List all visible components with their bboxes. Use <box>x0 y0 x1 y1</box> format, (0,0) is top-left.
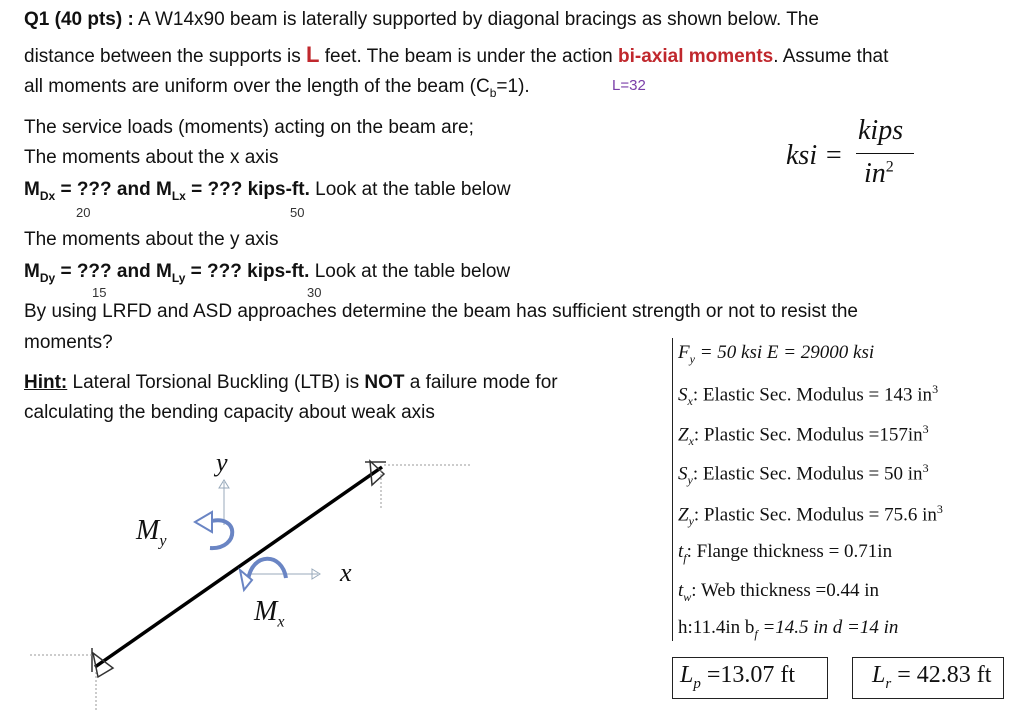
hint-line-2: calculating the bending capacity about weak axis <box>24 402 435 423</box>
ksi-denominator: $in^2$ <box>864 158 894 189</box>
lr-value: $L_r = 42.83$ ft <box>872 662 992 692</box>
question-line-1 <box>24 9 819 31</box>
hint-not: NOT <box>364 372 405 393</box>
mdx-label: M <box>24 179 40 200</box>
question-text-2c: . Assume that <box>773 46 889 67</box>
prop-fy: $F_y = 50$ ksi E = 29000 ksi <box>678 342 875 366</box>
x-axis-text: The moments about the x axis <box>24 147 279 168</box>
ksi-lhs: ksi = <box>786 140 843 171</box>
x-moments-line <box>24 179 511 207</box>
mdx-sub: Dx <box>39 188 56 203</box>
hint-line-1 <box>24 372 558 394</box>
mdx-value: 20 <box>76 205 91 220</box>
beam-diagram <box>0 440 520 717</box>
mx-moment-arrow <box>248 559 286 580</box>
mly-value: 30 <box>307 285 322 300</box>
prop-h: h:11.4in $b_f =14.5$ in d =14 in <box>678 617 899 641</box>
hint-text-b: a failure mode for <box>409 372 558 393</box>
mlx-end: = ??? kips-ft. <box>191 179 310 200</box>
prop-zy: $Z_y$: Plastic Sec. Modulus = 75.6 $in^3$ <box>678 502 943 529</box>
x-tail: Look at the table below <box>315 179 511 200</box>
task-line-1: By using LRFD and ASD approaches determine the beam has sufficient strength or not to resist the <box>24 301 858 322</box>
mdy-mid: = ??? and M <box>60 261 172 282</box>
mx-label: $M_x$ <box>254 596 285 631</box>
question-text-2a: distance between the supports is <box>24 46 301 67</box>
x-axis-label: x <box>340 558 352 587</box>
prop-zx: $Z_x$: Plastic Sec. Modulus $=157in^3$ <box>678 422 929 449</box>
ksi-numerator: kips <box>858 115 904 146</box>
mlx-sub: Lx <box>171 188 186 203</box>
y-axis-label: y <box>216 448 228 477</box>
ksi-den-text: in <box>864 158 886 189</box>
prop-tf: $t_f$: Flange thickness = 0.71in <box>678 541 893 565</box>
lp-value: $L_p =13.07$ ft <box>680 662 796 692</box>
prop-sy: $S_y$: Elastic Sec. Modulus = 50 $in^3$ <box>678 461 929 488</box>
question-line-3 <box>24 76 530 104</box>
mdy-sub: Dy <box>39 270 56 285</box>
prop-tw: $t_w$: Web thickness =0.44 in <box>678 580 880 604</box>
loads-intro: The service loads (moments) acting on the beam are; <box>24 117 474 138</box>
task-line-2: moments? <box>24 332 113 353</box>
question-text-3: all moments are uniform over the length of the beam (C <box>24 76 490 97</box>
y-tail: Look at the table below <box>314 261 511 282</box>
properties-left-rule <box>672 338 674 641</box>
question-label: Q1 (40 pts) : <box>24 9 134 30</box>
mdy-label: M <box>24 261 40 282</box>
beam-line <box>95 467 382 667</box>
mly-end: = ??? kips-ft. <box>190 261 310 282</box>
fraction-bar <box>856 153 914 154</box>
hint-label: Hint: <box>24 372 68 393</box>
question-line-2 <box>24 44 888 68</box>
mdx-mid: = ??? and M <box>60 179 172 200</box>
biaxial-highlight: bi-axial moments <box>618 46 774 67</box>
my-label: $M_y$ <box>136 515 167 550</box>
question-text-2b: feet. The beam is under the action <box>324 46 613 67</box>
hint-text-a: Lateral Torsional Buckling (LTB) is <box>72 372 360 393</box>
question-text-3-end: =1). <box>496 76 530 97</box>
l-value-annotation: L=32 <box>612 77 646 94</box>
length-symbol: L <box>306 42 320 67</box>
cb-subscript: b <box>489 85 497 100</box>
mlx-value: 50 <box>290 205 305 220</box>
mdy-value: 15 <box>92 285 107 300</box>
prop-sx: $S_x$: Elastic Sec. Modulus = 143 $in^3$ <box>678 382 939 409</box>
question-text-1: A W14x90 beam is laterally supported by diagonal bracings as shown below. The <box>138 9 819 30</box>
y-axis-text: The moments about the y axis <box>24 229 279 250</box>
mly-sub: Ly <box>171 270 186 285</box>
